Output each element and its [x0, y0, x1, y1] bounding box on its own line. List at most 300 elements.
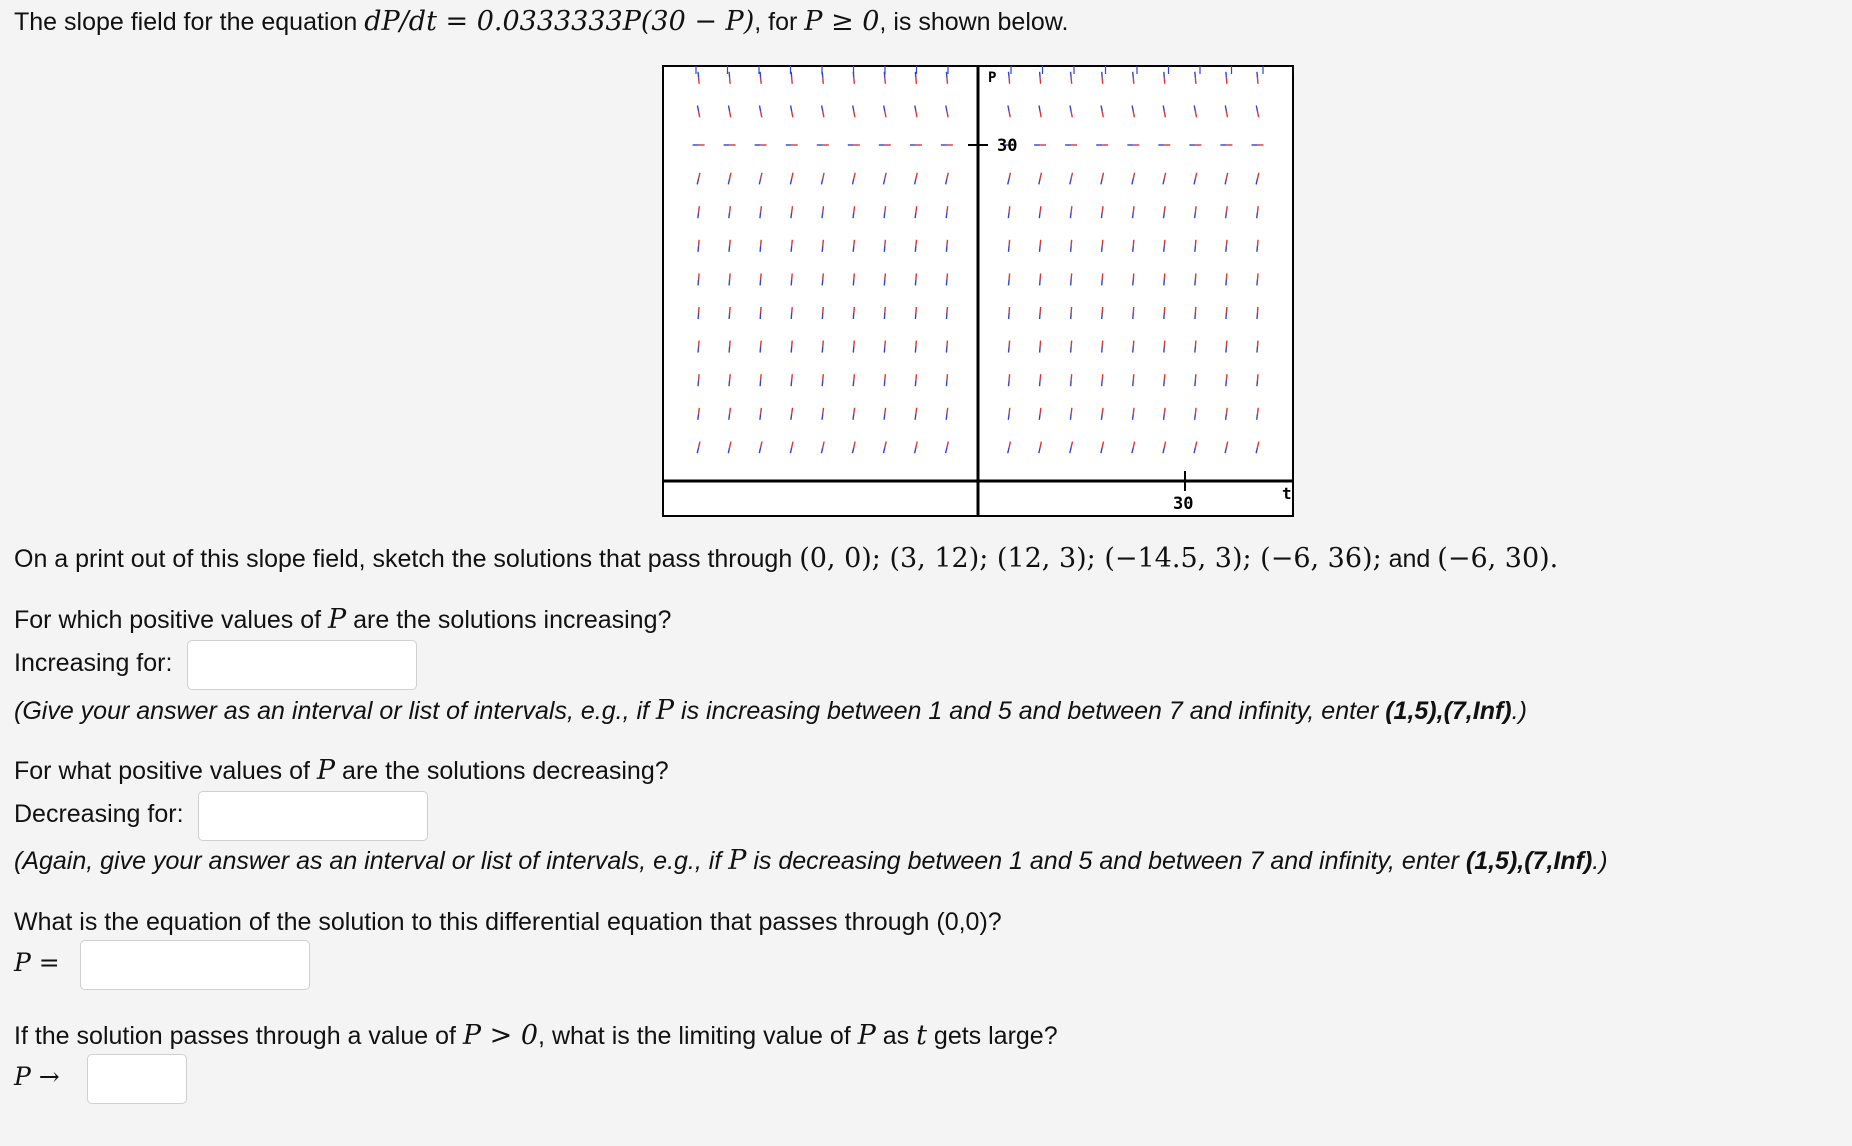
- sketch-instruction: [14, 543, 1558, 575]
- intro-condition: P ≥ 0: [804, 6, 880, 37]
- slope-mark-head: [1226, 408, 1227, 414]
- slope-mark-head: [761, 206, 762, 212]
- slope-mark-head: [885, 374, 886, 380]
- slope-mark-tail: [760, 72, 761, 78]
- limit-question-suffix: gets large?: [926, 1022, 1058, 1050]
- slope-mark-tail: [884, 279, 885, 285]
- slope-mark-head: [916, 78, 917, 84]
- slope-mark-tail: [1008, 212, 1009, 218]
- slope-mark-head: [916, 240, 917, 246]
- slope-mark-tail: [698, 72, 699, 78]
- slope-mark-tail: [1102, 313, 1103, 319]
- slope-mark-head: [1102, 307, 1103, 313]
- slope-mark-head: [1040, 374, 1041, 380]
- slope-mark-tail: [1133, 279, 1134, 285]
- slope-mark-tail: [1164, 279, 1165, 285]
- slope-mark-tail: [1102, 347, 1103, 353]
- slope-mark-tail: [1257, 313, 1258, 319]
- slope-mark-tail: [1195, 72, 1196, 78]
- slope-mark-tail: [1164, 313, 1165, 319]
- slope-mark-tail: [1133, 313, 1134, 319]
- slope-mark-tail: [1195, 212, 1196, 218]
- slope-mark-tail: [1102, 246, 1103, 252]
- slope-mark-head: [916, 408, 917, 414]
- slope-mark-head: [699, 78, 700, 84]
- slope-mark-head: [1195, 341, 1196, 347]
- limit-question-middle2: as: [875, 1022, 917, 1050]
- slope-mark-head: [1164, 206, 1165, 212]
- slope-mark-tail: [1226, 347, 1227, 353]
- limit-condition: P > 0: [462, 1020, 539, 1051]
- slope-mark-tail: [1195, 313, 1196, 319]
- slope-mark-head: [1258, 78, 1259, 84]
- slope-mark-head: [1133, 408, 1134, 414]
- slope-mark-head: [947, 307, 948, 313]
- slope-mark-tail: [1040, 347, 1041, 353]
- slope-mark-head: [823, 341, 824, 347]
- slope-mark-head: [761, 341, 762, 347]
- slope-mark-head: [1226, 307, 1227, 313]
- slope-mark-head: [1102, 408, 1103, 414]
- slope-mark-tail: [1009, 246, 1010, 252]
- slope-mark-head: [1226, 273, 1227, 279]
- slope-mark-tail: [884, 246, 885, 252]
- slope-mark-head: [792, 408, 793, 414]
- limit-var2: t: [916, 1020, 927, 1051]
- slope-mark-head: [916, 206, 917, 212]
- slope-mark-tail: [1195, 380, 1196, 386]
- slope-mark-tail: [1164, 380, 1165, 386]
- slope-mark-tail: [791, 246, 792, 252]
- slope-mark-head: [823, 206, 824, 212]
- slope-mark-head: [1040, 273, 1041, 279]
- decreasing-question-var: P: [316, 755, 336, 786]
- slope-mark-tail: [698, 313, 699, 319]
- slope-mark-tail: [853, 246, 854, 252]
- slope-mark-tail: [729, 72, 730, 78]
- intro-equation: dP/dt = 0.0333333P(30 − P): [364, 6, 755, 37]
- slope-mark-head: [916, 307, 917, 313]
- slope-mark-head: [1164, 341, 1165, 347]
- slope-mark-head: [947, 78, 948, 84]
- slope-mark-tail: [1226, 313, 1227, 319]
- slope-mark-tail: [760, 246, 761, 252]
- slope-mark-head: [1133, 206, 1134, 212]
- slope-mark-head: [947, 206, 948, 212]
- slope-mark-tail: [1009, 313, 1010, 319]
- slope-mark-head: [1071, 408, 1072, 414]
- increasing-hint-middle: is increasing between 1 and 5 and between 7 and infinity, enter: [674, 697, 1386, 725]
- slope-mark-tail: [698, 414, 699, 420]
- slope-mark-tail: [1195, 279, 1196, 285]
- slope-mark-head: [1009, 273, 1010, 279]
- slope-mark-tail: [1257, 279, 1258, 285]
- slope-mark-tail: [1009, 279, 1010, 285]
- slope-mark-tail: [760, 212, 761, 218]
- slope-mark-head: [1040, 408, 1041, 414]
- slope-mark-head: [1258, 408, 1259, 414]
- slope-mark-tail: [1164, 347, 1165, 353]
- slope-mark-head: [761, 408, 762, 414]
- solution-input[interactable]: [80, 940, 310, 990]
- slope-mark-tail: [946, 380, 947, 386]
- intro-suffix: , is shown below.: [879, 8, 1069, 36]
- increasing-question: [14, 604, 671, 636]
- slope-mark-tail: [729, 380, 730, 386]
- slope-mark-tail: [853, 380, 854, 386]
- slope-mark-head: [1102, 206, 1103, 212]
- slope-mark-head: [1164, 273, 1165, 279]
- increasing-hint-prefix: (Give your answer as an interval or list of intervals, e.g., if: [14, 697, 656, 725]
- slope-mark-head: [885, 78, 886, 84]
- decreasing-question: [14, 755, 669, 787]
- slope-mark-head: [1258, 206, 1259, 212]
- increasing-question-prefix: For which positive values of: [14, 606, 329, 634]
- t-axis-label: t: [1282, 484, 1292, 503]
- slope-mark-tail: [1133, 212, 1134, 218]
- slope-mark-head: [792, 78, 793, 84]
- slope-mark-head: [1133, 341, 1134, 347]
- slope-mark-tail: [1102, 380, 1103, 386]
- slope-mark-tail: [729, 279, 730, 285]
- slope-mark-head: [792, 341, 793, 347]
- slope-mark-head: [854, 78, 855, 84]
- slope-mark-tail: [946, 246, 947, 252]
- slope-mark-tail: [1009, 347, 1010, 353]
- slope-mark-tail: [884, 414, 885, 420]
- slope-mark-head: [1133, 78, 1134, 84]
- slope-mark-tail: [760, 414, 761, 420]
- slope-mark-tail: [791, 72, 792, 78]
- slope-mark-tail: [915, 72, 916, 78]
- decreasing-hint-prefix: (Again, give your answer as an interval or list of intervals, e.g., if: [14, 847, 729, 875]
- slope-mark-head: [1071, 374, 1072, 380]
- slope-mark-tail: [946, 72, 947, 78]
- slope-mark-tail: [1164, 72, 1165, 78]
- decreasing-hint: [14, 845, 1608, 877]
- slope-mark-tail: [760, 347, 761, 353]
- slope-mark-head: [885, 273, 886, 279]
- slope-mark-head: [854, 408, 855, 414]
- slope-mark-head: [730, 341, 731, 347]
- slope-mark-head: [1102, 273, 1103, 279]
- slope-mark-tail: [946, 212, 947, 218]
- slope-mark-head: [1009, 408, 1010, 414]
- slope-mark-head: [823, 408, 824, 414]
- slope-mark-tail: [729, 212, 730, 218]
- slope-mark-head: [1164, 78, 1165, 84]
- limit-label: P →: [14, 1062, 60, 1091]
- slope-mark-head: [1102, 78, 1103, 84]
- slope-mark-head: [1040, 78, 1041, 84]
- slope-mark-head: [761, 374, 762, 380]
- increasing-hint-suffix: .): [1511, 697, 1527, 725]
- slope-mark-tail: [1257, 72, 1258, 78]
- decreasing-hint-middle: is decreasing between 1 and 5 and between 7 and infinity, enter: [746, 847, 1466, 875]
- slope-mark-head: [1258, 240, 1259, 246]
- slope-mark-head: [699, 374, 700, 380]
- slope-mark-head: [1102, 341, 1103, 347]
- slope-mark-tail: [1040, 72, 1041, 78]
- slope-mark-tail: [1101, 414, 1102, 420]
- t-tick-label: 30: [1173, 494, 1194, 514]
- slope-mark-tail: [822, 380, 823, 386]
- slope-mark-head: [1071, 206, 1072, 212]
- slope-mark-tail: [1226, 246, 1227, 252]
- slope-mark-tail: [946, 414, 947, 420]
- sketch-prefix: On a print out of this slope field, sketch the solutions that pass through: [14, 545, 800, 573]
- slope-mark-head: [854, 206, 855, 212]
- increasing-input[interactable]: [187, 640, 417, 690]
- slope-mark-head: [885, 206, 886, 212]
- solution-question: What is the equation of the solution to this differential equation that passes through (0,0)?: [14, 908, 1002, 936]
- slope-mark-tail: [1226, 414, 1227, 420]
- slope-mark-tail: [729, 414, 730, 420]
- limit-input[interactable]: [87, 1054, 187, 1104]
- slope-mark-head: [1009, 206, 1010, 212]
- slope-mark-head: [730, 78, 731, 84]
- slope-mark-tail: [1009, 72, 1010, 78]
- limit-question-prefix: If the solution passes through a value of: [14, 1022, 463, 1050]
- slope-mark-head: [792, 273, 793, 279]
- slope-mark-tail: [915, 246, 916, 252]
- slope-mark-tail: [1195, 347, 1196, 353]
- slope-mark-head: [916, 273, 917, 279]
- slope-mark-head: [823, 374, 824, 380]
- slope-mark-tail: [915, 279, 916, 285]
- slope-mark-tail: [791, 313, 792, 319]
- slope-mark-head: [1071, 78, 1072, 84]
- slope-mark-tail: [1102, 72, 1103, 78]
- slope-mark-head: [1226, 341, 1227, 347]
- slope-mark-tail: [853, 414, 854, 420]
- slope-mark-head: [1195, 78, 1196, 84]
- slope-mark-tail: [1071, 72, 1072, 78]
- slope-mark-tail: [1040, 380, 1041, 386]
- slope-mark-tail: [1226, 279, 1227, 285]
- slope-mark-head: [1102, 374, 1103, 380]
- sketch-points: (0, 0); (3, 12); (12, 3); (−14.5, 3); (−6, 36);: [799, 543, 1382, 574]
- slope-mark-tail: [884, 212, 885, 218]
- slope-mark-tail: [1071, 380, 1072, 386]
- slope-mark-head: [730, 408, 731, 414]
- slope-mark-head: [1226, 78, 1227, 84]
- slope-mark-head: [1226, 374, 1227, 380]
- slope-mark-head: [1071, 273, 1072, 279]
- slope-mark-head: [885, 240, 886, 246]
- slope-mark-head: [1102, 240, 1103, 246]
- slope-mark-head: [916, 374, 917, 380]
- slope-mark-head: [1195, 240, 1196, 246]
- increasing-hint-var: P: [655, 695, 675, 726]
- decreasing-question-prefix: For what positive values of: [14, 757, 317, 785]
- slope-mark-tail: [1195, 246, 1196, 252]
- slope-mark-head: [730, 307, 731, 313]
- slope-mark-head: [823, 273, 824, 279]
- solution-label: P =: [14, 948, 60, 977]
- slope-mark-tail: [1133, 72, 1134, 78]
- sketch-and: and: [1381, 545, 1438, 573]
- sketch-last-point: (−6, 30).: [1437, 543, 1559, 574]
- slope-mark-head: [699, 206, 700, 212]
- slope-mark-head: [1164, 408, 1165, 414]
- slope-mark-tail: [1226, 212, 1227, 218]
- slope-mark-head: [730, 374, 731, 380]
- slope-mark-head: [1133, 240, 1134, 246]
- slope-mark-tail: [1257, 380, 1258, 386]
- slope-mark-tail: [729, 313, 730, 319]
- slope-mark-tail: [822, 212, 823, 218]
- slope-mark-tail: [1257, 414, 1258, 420]
- slope-mark-head: [1195, 273, 1196, 279]
- slope-mark-tail: [1070, 212, 1071, 218]
- intro-text: [14, 6, 1068, 38]
- slope-mark-head: [792, 240, 793, 246]
- slope-mark-head: [1009, 240, 1010, 246]
- slope-mark-head: [885, 408, 886, 414]
- increasing-label: Increasing for:: [14, 649, 173, 677]
- slope-mark-head: [947, 273, 948, 279]
- slope-mark-head: [792, 307, 793, 313]
- slope-mark-head: [1226, 206, 1227, 212]
- slope-mark-tail: [698, 279, 699, 285]
- slope-mark-head: [1164, 374, 1165, 380]
- slope-mark-head: [823, 78, 824, 84]
- slope-mark-head: [761, 240, 762, 246]
- slope-mark-head: [699, 408, 700, 414]
- slope-mark-tail: [822, 313, 823, 319]
- p-axis-label: P: [988, 70, 997, 86]
- increasing-question-suffix: are the solutions increasing?: [346, 606, 672, 634]
- slope-mark-tail: [1133, 347, 1134, 353]
- intro-middle: , for: [754, 8, 805, 36]
- slope-mark-tail: [1040, 279, 1041, 285]
- slope-mark-tail: [915, 414, 916, 420]
- slope-mark-head: [1164, 307, 1165, 313]
- slope-mark-head: [947, 240, 948, 246]
- limit-question: [14, 1020, 1058, 1052]
- slope-mark-head: [1258, 273, 1259, 279]
- slope-mark-head: [947, 341, 948, 347]
- slope-mark-tail: [698, 347, 699, 353]
- slope-mark-head: [1258, 374, 1259, 380]
- decreasing-hint-suffix: .): [1592, 847, 1608, 875]
- slope-mark-head: [1195, 408, 1196, 414]
- slope-mark-tail: [760, 279, 761, 285]
- slope-mark-tail: [791, 212, 792, 218]
- slope-mark-tail: [1101, 212, 1102, 218]
- slope-mark-tail: [760, 380, 761, 386]
- slope-mark-head: [730, 240, 731, 246]
- slope-mark-tail: [853, 313, 854, 319]
- slope-field-svg: [662, 65, 1294, 517]
- slope-mark-tail: [853, 347, 854, 353]
- slope-mark-tail: [1071, 347, 1072, 353]
- slope-mark-tail: [822, 279, 823, 285]
- slope-mark-tail: [729, 246, 730, 252]
- slope-mark-head: [916, 341, 917, 347]
- slope-mark-head: [1226, 240, 1227, 246]
- slope-mark-tail: [1102, 279, 1103, 285]
- slope-mark-tail: [791, 347, 792, 353]
- slope-mark-tail: [822, 246, 823, 252]
- p-tick-label: 30: [997, 136, 1018, 156]
- slope-mark-head: [761, 273, 762, 279]
- slope-mark-tail: [1040, 246, 1041, 252]
- slope-mark-tail: [1040, 313, 1041, 319]
- slope-mark-head: [1071, 341, 1072, 347]
- slope-mark-head: [854, 341, 855, 347]
- slope-mark-head: [947, 408, 948, 414]
- slope-mark-tail: [1164, 212, 1165, 218]
- limit-var: P: [857, 1020, 876, 1051]
- slope-mark-head: [1040, 341, 1041, 347]
- slope-mark-tail: [946, 347, 947, 353]
- slope-mark-head: [1133, 273, 1134, 279]
- slope-mark-head: [730, 206, 731, 212]
- slope-mark-head: [1164, 240, 1165, 246]
- slope-mark-head: [947, 374, 948, 380]
- slope-mark-head: [792, 374, 793, 380]
- slope-mark-tail: [1257, 212, 1258, 218]
- slope-mark-head: [854, 374, 855, 380]
- slope-mark-head: [1258, 341, 1259, 347]
- increasing-hint-example: (1,5),(7,Inf): [1385, 697, 1512, 725]
- slope-mark-tail: [1070, 414, 1071, 420]
- slope-mark-tail: [946, 279, 947, 285]
- slope-mark-tail: [729, 347, 730, 353]
- decreasing-input[interactable]: [198, 791, 428, 841]
- slope-mark-head: [1009, 341, 1010, 347]
- slope-mark-head: [1040, 307, 1041, 313]
- slope-mark-tail: [1008, 414, 1009, 420]
- slope-mark-tail: [1133, 380, 1134, 386]
- slope-mark-head: [1009, 78, 1010, 84]
- decreasing-hint-example: (1,5),(7,Inf): [1465, 847, 1593, 875]
- slope-mark-head: [761, 307, 762, 313]
- slope-mark-tail: [822, 414, 823, 420]
- slope-mark-head: [730, 273, 731, 279]
- slope-mark-tail: [698, 212, 699, 218]
- slope-mark-tail: [1133, 246, 1134, 252]
- slope-mark-tail: [1226, 380, 1227, 386]
- decreasing-label: Decreasing for:: [14, 800, 184, 828]
- slope-mark-head: [699, 341, 700, 347]
- slope-mark-tail: [1164, 414, 1165, 420]
- slope-mark-tail: [1257, 246, 1258, 252]
- slope-mark-tail: [884, 347, 885, 353]
- slope-mark-tail: [1071, 279, 1072, 285]
- slope-mark-tail: [1226, 72, 1227, 78]
- slope-mark-tail: [698, 246, 699, 252]
- slope-mark-head: [854, 273, 855, 279]
- slope-mark-tail: [791, 279, 792, 285]
- slope-mark-tail: [1195, 414, 1196, 420]
- slope-mark-head: [885, 307, 886, 313]
- slope-mark-tail: [1133, 414, 1134, 420]
- slope-mark-tail: [1164, 246, 1165, 252]
- slope-mark-head: [1040, 240, 1041, 246]
- slope-mark-tail: [1257, 347, 1258, 353]
- slope-mark-tail: [791, 414, 792, 420]
- slope-mark-head: [1195, 374, 1196, 380]
- slope-mark-tail: [1071, 246, 1072, 252]
- slope-mark-tail: [1009, 380, 1010, 386]
- slope-mark-tail: [1039, 414, 1040, 420]
- slope-mark-tail: [791, 380, 792, 386]
- increasing-question-var: P: [328, 604, 347, 635]
- slope-mark-tail: [915, 313, 916, 319]
